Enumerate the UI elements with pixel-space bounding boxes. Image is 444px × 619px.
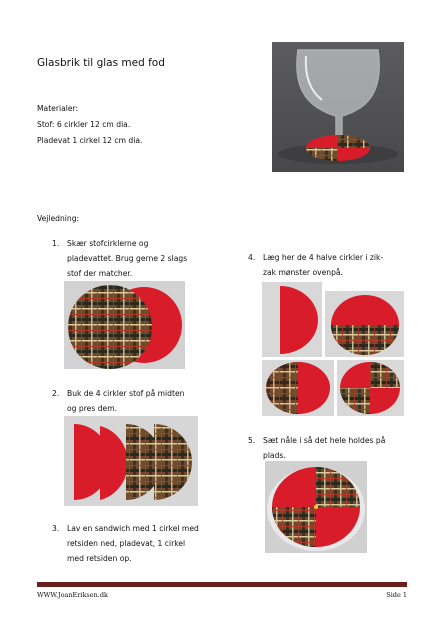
step-3 bbox=[52, 521, 232, 567]
step-line: Sæt nåle i så det hele holdes på bbox=[263, 436, 386, 445]
materials-line-2: Pladevat 1 cirkel 12 cm dia. bbox=[37, 136, 143, 145]
step-line: stof der matcher. bbox=[67, 269, 133, 278]
step-1 bbox=[52, 236, 222, 282]
step-number: 1. bbox=[52, 239, 60, 248]
materials-heading: Materialer: bbox=[37, 104, 79, 113]
step-line: Buk de 4 cirkler stof på midten bbox=[67, 389, 185, 398]
step-4 bbox=[248, 250, 418, 280]
step-2-photo bbox=[64, 416, 198, 506]
step-line: retsiden ned, pladevat, 1 cirkel bbox=[67, 539, 186, 548]
step-4-photo-1 bbox=[262, 282, 322, 357]
step-line: zak mønster ovenpå. bbox=[263, 268, 343, 277]
materials-line-1: Stof: 6 cirkler 12 cm dia. bbox=[37, 120, 131, 129]
step-line: Lav en sandwich med 1 cirkel med bbox=[67, 524, 199, 533]
step-number: 2. bbox=[52, 389, 60, 398]
step-line: og pres dem. bbox=[67, 404, 118, 413]
step-line: Skær stofcirklerne og bbox=[67, 239, 149, 248]
step-line: plads. bbox=[263, 451, 286, 460]
instructions-heading: Vejledning: bbox=[37, 214, 80, 223]
step-line: Læg her de 4 halve cirkler i zik- bbox=[263, 253, 384, 262]
page-title: Glasbrik til glas med fod bbox=[37, 57, 165, 69]
step-number: 3. bbox=[52, 524, 60, 533]
footer-page-number: Side 1 bbox=[386, 591, 407, 599]
materials bbox=[37, 101, 142, 149]
footer-rule bbox=[37, 582, 407, 587]
step-1-photo bbox=[64, 281, 185, 369]
footer-site: WWW.JoanEriksen.dk bbox=[37, 591, 108, 599]
step-4-photo-2 bbox=[325, 291, 404, 357]
step-number: 4. bbox=[248, 253, 256, 262]
step-4-photo-4 bbox=[337, 360, 404, 416]
step-4-photo-3 bbox=[262, 360, 334, 416]
step-number: 5. bbox=[248, 436, 256, 445]
step-2 bbox=[52, 386, 222, 416]
step-5-photo bbox=[265, 461, 367, 553]
glass-photo bbox=[272, 42, 404, 172]
step-line: med retsiden op. bbox=[67, 554, 132, 563]
step-line: pladevattet. Brug gerne 2 slags bbox=[67, 254, 188, 263]
step-5 bbox=[248, 433, 418, 463]
